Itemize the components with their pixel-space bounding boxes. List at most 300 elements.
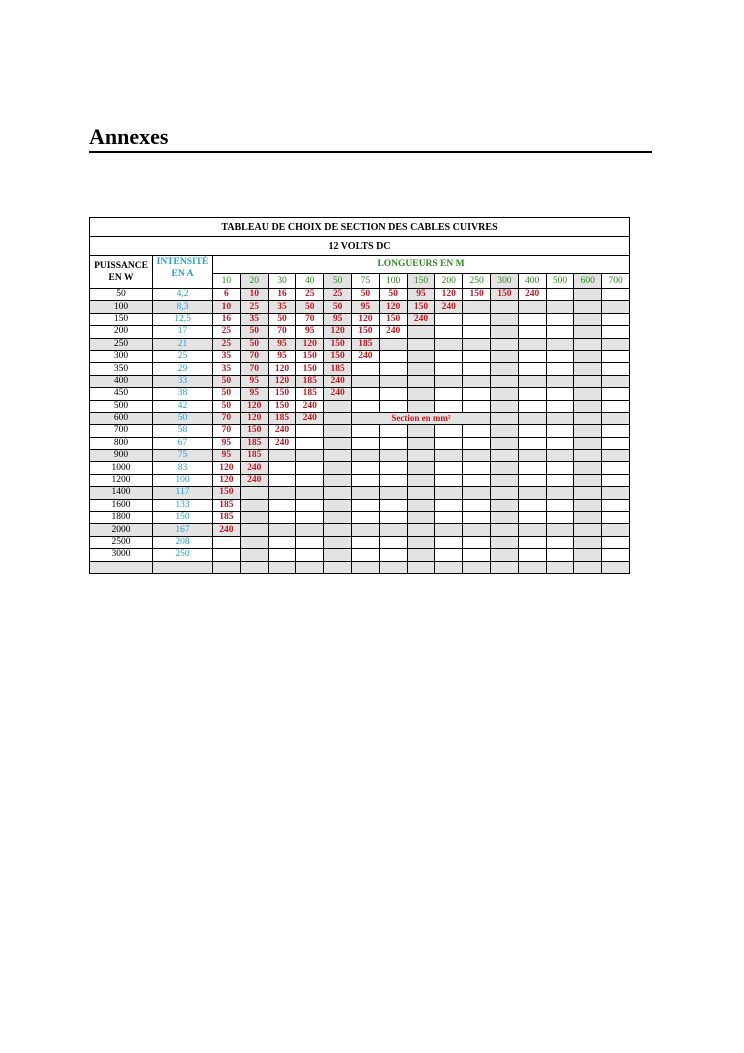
table-row xyxy=(90,400,630,412)
section-cell xyxy=(518,487,546,499)
section-cell xyxy=(574,524,602,536)
current-header xyxy=(153,256,213,289)
section-cell xyxy=(379,549,407,561)
section-cell xyxy=(407,363,435,375)
section-cell xyxy=(351,462,379,474)
section-cell xyxy=(490,388,518,400)
section-cell xyxy=(602,450,630,462)
section-cell xyxy=(324,437,352,449)
section-cell xyxy=(435,536,463,548)
table-row xyxy=(90,474,630,486)
table-row xyxy=(90,462,630,474)
section-cell xyxy=(324,499,352,511)
section-cell xyxy=(518,313,546,325)
section-cell: 50 xyxy=(213,375,241,387)
table-row xyxy=(90,425,630,437)
section-cell xyxy=(602,437,630,449)
current-cell: 50 xyxy=(153,412,213,424)
page-heading: Annexes xyxy=(89,124,169,149)
section-cell: 50 xyxy=(240,338,268,350)
section-unit-label: Section en mm² xyxy=(351,412,490,424)
length-150: 150 xyxy=(407,274,435,289)
section-cell: 25 xyxy=(296,289,324,301)
section-cell xyxy=(240,524,268,536)
section-cell xyxy=(490,512,518,524)
power-cell: 1600 xyxy=(90,499,153,511)
section-cell xyxy=(546,524,574,536)
section-cell xyxy=(407,375,435,387)
section-cell xyxy=(602,326,630,338)
section-cell xyxy=(546,474,574,486)
power-cell: 500 xyxy=(90,400,153,412)
length-500: 500 xyxy=(546,274,574,289)
section-cell xyxy=(324,487,352,499)
section-cell: 50 xyxy=(379,289,407,301)
section-cell xyxy=(574,487,602,499)
section-cell xyxy=(407,549,435,561)
section-cell: 70 xyxy=(268,326,296,338)
section-cell xyxy=(574,350,602,362)
power-cell: 450 xyxy=(90,388,153,400)
section-cell: 120 xyxy=(435,289,463,301)
section-cell xyxy=(407,561,435,573)
section-cell: 240 xyxy=(268,437,296,449)
current-cell: 75 xyxy=(153,450,213,462)
section-cell xyxy=(296,487,324,499)
section-cell xyxy=(490,326,518,338)
current-cell: 133 xyxy=(153,499,213,511)
section-cell xyxy=(435,474,463,486)
header-row xyxy=(90,256,630,274)
section-cell xyxy=(602,549,630,561)
section-cell xyxy=(490,425,518,437)
section-cell xyxy=(379,350,407,362)
section-cell xyxy=(574,462,602,474)
section-cell: 50 xyxy=(268,313,296,325)
section-cell: 95 xyxy=(296,326,324,338)
section-cell xyxy=(546,375,574,387)
section-cell xyxy=(407,474,435,486)
section-cell xyxy=(602,400,630,412)
section-cell xyxy=(602,474,630,486)
power-cell: 300 xyxy=(90,350,153,362)
table-row xyxy=(90,326,630,338)
section-cell: 240 xyxy=(240,474,268,486)
section-cell xyxy=(490,313,518,325)
section-cell xyxy=(379,400,407,412)
section-cell xyxy=(574,289,602,301)
section-cell: 150 xyxy=(324,338,352,350)
section-cell xyxy=(574,450,602,462)
section-cell: 50 xyxy=(213,400,241,412)
section-cell xyxy=(324,536,352,548)
section-cell xyxy=(518,512,546,524)
section-cell xyxy=(602,512,630,524)
section-cell: 35 xyxy=(213,363,241,375)
section-cell xyxy=(546,313,574,325)
current-cell: 17 xyxy=(153,326,213,338)
section-cell xyxy=(351,536,379,548)
table-row xyxy=(90,512,630,524)
section-cell xyxy=(324,462,352,474)
section-cell xyxy=(435,388,463,400)
section-cell xyxy=(324,524,352,536)
current-cell: 25 xyxy=(153,350,213,362)
section-cell xyxy=(490,474,518,486)
section-cell xyxy=(574,363,602,375)
section-cell: 120 xyxy=(213,462,241,474)
section-cell xyxy=(240,549,268,561)
current-cell: 67 xyxy=(153,437,213,449)
section-cell xyxy=(435,561,463,573)
section-cell xyxy=(602,536,630,548)
section-cell xyxy=(490,412,518,424)
section-cell: 120 xyxy=(213,474,241,486)
section-cell: 150 xyxy=(213,487,241,499)
section-cell xyxy=(518,462,546,474)
section-cell: 10 xyxy=(213,301,241,313)
current-header-line2: EN A xyxy=(171,269,194,279)
section-cell: 150 xyxy=(463,289,491,301)
current-cell: 8,3 xyxy=(153,301,213,313)
section-cell: 240 xyxy=(213,524,241,536)
section-cell xyxy=(324,400,352,412)
section-cell: 150 xyxy=(379,313,407,325)
section-cell xyxy=(518,326,546,338)
section-cell xyxy=(463,462,491,474)
section-cell xyxy=(546,437,574,449)
section-cell xyxy=(379,561,407,573)
section-cell xyxy=(296,512,324,524)
section-cell xyxy=(463,536,491,548)
power-cell xyxy=(90,561,153,573)
section-cell: 95 xyxy=(351,301,379,313)
table-title: TABLEAU DE CHOIX DE SECTION DES CABLES CUIVRES xyxy=(90,218,630,237)
section-cell xyxy=(490,400,518,412)
table-row xyxy=(90,536,630,548)
section-cell xyxy=(407,338,435,350)
section-cell xyxy=(546,561,574,573)
power-cell: 1200 xyxy=(90,474,153,486)
section-cell xyxy=(435,450,463,462)
length-50: 50 xyxy=(324,274,352,289)
section-cell xyxy=(463,363,491,375)
power-cell: 50 xyxy=(90,289,153,301)
section-cell xyxy=(602,289,630,301)
section-cell: 95 xyxy=(240,375,268,387)
section-cell: 16 xyxy=(268,289,296,301)
section-cell xyxy=(296,437,324,449)
section-cell xyxy=(435,338,463,350)
section-cell xyxy=(435,425,463,437)
section-cell xyxy=(240,561,268,573)
power-cell: 200 xyxy=(90,326,153,338)
table-row xyxy=(90,437,630,449)
section-cell xyxy=(268,536,296,548)
section-cell xyxy=(490,375,518,387)
section-cell xyxy=(463,326,491,338)
power-cell: 400 xyxy=(90,375,153,387)
section-cell: 95 xyxy=(213,437,241,449)
section-cell xyxy=(602,338,630,350)
section-cell xyxy=(574,512,602,524)
section-cell: 150 xyxy=(490,289,518,301)
section-cell xyxy=(268,499,296,511)
section-cell xyxy=(296,425,324,437)
section-cell: 120 xyxy=(240,400,268,412)
section-cell xyxy=(379,437,407,449)
section-cell xyxy=(240,512,268,524)
section-cell xyxy=(351,425,379,437)
section-cell xyxy=(463,375,491,387)
section-cell xyxy=(463,437,491,449)
section-cell: 95 xyxy=(268,338,296,350)
section-cell xyxy=(324,450,352,462)
section-cell xyxy=(296,561,324,573)
length-75: 75 xyxy=(351,274,379,289)
section-cell xyxy=(546,326,574,338)
section-cell xyxy=(240,499,268,511)
table-row xyxy=(90,350,630,362)
section-cell xyxy=(213,536,241,548)
section-cell xyxy=(296,536,324,548)
section-cell: 25 xyxy=(324,289,352,301)
section-cell xyxy=(296,524,324,536)
section-cell: 50 xyxy=(213,388,241,400)
section-cell xyxy=(407,388,435,400)
section-cell xyxy=(351,549,379,561)
section-cell: 240 xyxy=(379,326,407,338)
section-cell xyxy=(296,474,324,486)
length-20: 20 xyxy=(240,274,268,289)
current-cell: 33 xyxy=(153,375,213,387)
section-cell xyxy=(518,301,546,313)
section-cell xyxy=(518,474,546,486)
power-cell: 800 xyxy=(90,437,153,449)
power-cell: 250 xyxy=(90,338,153,350)
power-cell: 2000 xyxy=(90,524,153,536)
section-cell: 240 xyxy=(407,313,435,325)
section-cell xyxy=(602,363,630,375)
section-cell xyxy=(574,412,602,424)
section-cell xyxy=(296,549,324,561)
section-cell xyxy=(435,350,463,362)
section-cell xyxy=(518,400,546,412)
section-cell xyxy=(574,388,602,400)
section-cell xyxy=(518,412,546,424)
section-cell xyxy=(351,499,379,511)
section-cell xyxy=(490,536,518,548)
table-row xyxy=(90,375,630,387)
section-cell xyxy=(324,512,352,524)
section-cell xyxy=(435,363,463,375)
table-row xyxy=(90,450,630,462)
section-cell: 95 xyxy=(240,388,268,400)
section-cell xyxy=(379,536,407,548)
section-cell xyxy=(435,375,463,387)
section-cell: 25 xyxy=(240,301,268,313)
section-cell xyxy=(574,561,602,573)
section-cell xyxy=(602,487,630,499)
section-cell: 185 xyxy=(213,499,241,511)
section-cell xyxy=(546,301,574,313)
section-cell xyxy=(574,499,602,511)
section-cell xyxy=(490,350,518,362)
section-cell xyxy=(407,437,435,449)
table-row xyxy=(90,338,630,350)
section-cell: 70 xyxy=(240,363,268,375)
section-cell xyxy=(490,363,518,375)
section-cell xyxy=(463,313,491,325)
section-cell xyxy=(546,499,574,511)
section-cell xyxy=(379,474,407,486)
section-cell: 50 xyxy=(351,289,379,301)
table-row xyxy=(90,388,630,400)
length-300: 300 xyxy=(490,274,518,289)
section-cell xyxy=(574,326,602,338)
section-cell xyxy=(490,338,518,350)
section-cell: 185 xyxy=(240,437,268,449)
section-cell xyxy=(518,363,546,375)
section-cell xyxy=(351,375,379,387)
current-cell: 150 xyxy=(153,512,213,524)
section-cell xyxy=(602,524,630,536)
length-40: 40 xyxy=(296,274,324,289)
section-cell: 70 xyxy=(213,425,241,437)
table-row xyxy=(90,549,630,561)
section-cell: 95 xyxy=(213,450,241,462)
power-cell: 600 xyxy=(90,412,153,424)
section-cell xyxy=(379,338,407,350)
section-cell: 185 xyxy=(351,338,379,350)
section-cell xyxy=(518,450,546,462)
section-cell: 25 xyxy=(213,326,241,338)
section-cell xyxy=(324,425,352,437)
section-cell: 70 xyxy=(240,350,268,362)
section-cell xyxy=(546,289,574,301)
section-cell: 240 xyxy=(518,289,546,301)
section-cell xyxy=(546,462,574,474)
section-cell: 185 xyxy=(324,363,352,375)
section-cell xyxy=(407,425,435,437)
section-cell xyxy=(435,313,463,325)
section-cell xyxy=(546,512,574,524)
current-cell: 250 xyxy=(153,549,213,561)
section-cell xyxy=(463,425,491,437)
section-cell xyxy=(351,388,379,400)
section-cell xyxy=(268,487,296,499)
section-cell xyxy=(351,437,379,449)
section-cell xyxy=(518,338,546,350)
section-cell xyxy=(435,437,463,449)
section-cell xyxy=(379,499,407,511)
length-400: 400 xyxy=(518,274,546,289)
section-cell: 150 xyxy=(324,350,352,362)
section-cell xyxy=(546,549,574,561)
table-row xyxy=(90,289,630,301)
section-cell xyxy=(463,524,491,536)
section-cell xyxy=(435,400,463,412)
section-cell xyxy=(490,437,518,449)
section-cell xyxy=(546,338,574,350)
section-cell xyxy=(463,499,491,511)
section-cell: 240 xyxy=(324,388,352,400)
power-cell: 100 xyxy=(90,301,153,313)
section-cell: 35 xyxy=(268,301,296,313)
section-cell xyxy=(602,388,630,400)
current-cell: 117 xyxy=(153,487,213,499)
section-cell xyxy=(518,524,546,536)
current-cell xyxy=(153,561,213,573)
section-cell: 185 xyxy=(296,375,324,387)
section-cell xyxy=(463,350,491,362)
section-cell xyxy=(546,425,574,437)
length-30: 30 xyxy=(268,274,296,289)
section-cell xyxy=(574,400,602,412)
section-cell xyxy=(602,425,630,437)
section-cell xyxy=(379,363,407,375)
power-header-line1: PUISSANCE xyxy=(94,261,148,271)
section-cell xyxy=(407,536,435,548)
section-cell xyxy=(518,350,546,362)
table-row xyxy=(90,499,630,511)
section-cell xyxy=(546,487,574,499)
section-cell xyxy=(518,425,546,437)
section-cell: 35 xyxy=(213,350,241,362)
table-row xyxy=(90,363,630,375)
section-cell: 120 xyxy=(268,375,296,387)
section-cell: 150 xyxy=(407,301,435,313)
section-cell: 150 xyxy=(240,425,268,437)
section-cell xyxy=(490,499,518,511)
power-cell: 2500 xyxy=(90,536,153,548)
section-cell xyxy=(379,524,407,536)
section-cell xyxy=(351,474,379,486)
section-cell xyxy=(351,400,379,412)
power-header-line2: EN W xyxy=(108,273,134,283)
section-cell xyxy=(435,512,463,524)
section-cell xyxy=(407,450,435,462)
section-cell: 6 xyxy=(213,289,241,301)
section-cell xyxy=(546,412,574,424)
table-row xyxy=(90,487,630,499)
current-cell: 167 xyxy=(153,524,213,536)
current-cell: 38 xyxy=(153,388,213,400)
length-200: 200 xyxy=(435,274,463,289)
section-cell xyxy=(379,388,407,400)
section-cell xyxy=(490,301,518,313)
section-cell xyxy=(463,450,491,462)
heading-rule xyxy=(89,151,652,153)
table-row xyxy=(90,524,630,536)
section-cell xyxy=(463,338,491,350)
length-100: 100 xyxy=(379,274,407,289)
section-cell: 120 xyxy=(351,313,379,325)
section-cell xyxy=(296,462,324,474)
section-cell xyxy=(463,474,491,486)
current-cell: 83 xyxy=(153,462,213,474)
section-cell xyxy=(379,450,407,462)
section-cell xyxy=(574,338,602,350)
power-cell: 350 xyxy=(90,363,153,375)
length-600: 600 xyxy=(574,274,602,289)
section-cell xyxy=(268,549,296,561)
section-cell xyxy=(379,425,407,437)
current-cell: 29 xyxy=(153,363,213,375)
section-cell xyxy=(518,388,546,400)
table-subtitle: 12 VOLTS DC xyxy=(90,237,630,256)
current-cell: 4,2 xyxy=(153,289,213,301)
